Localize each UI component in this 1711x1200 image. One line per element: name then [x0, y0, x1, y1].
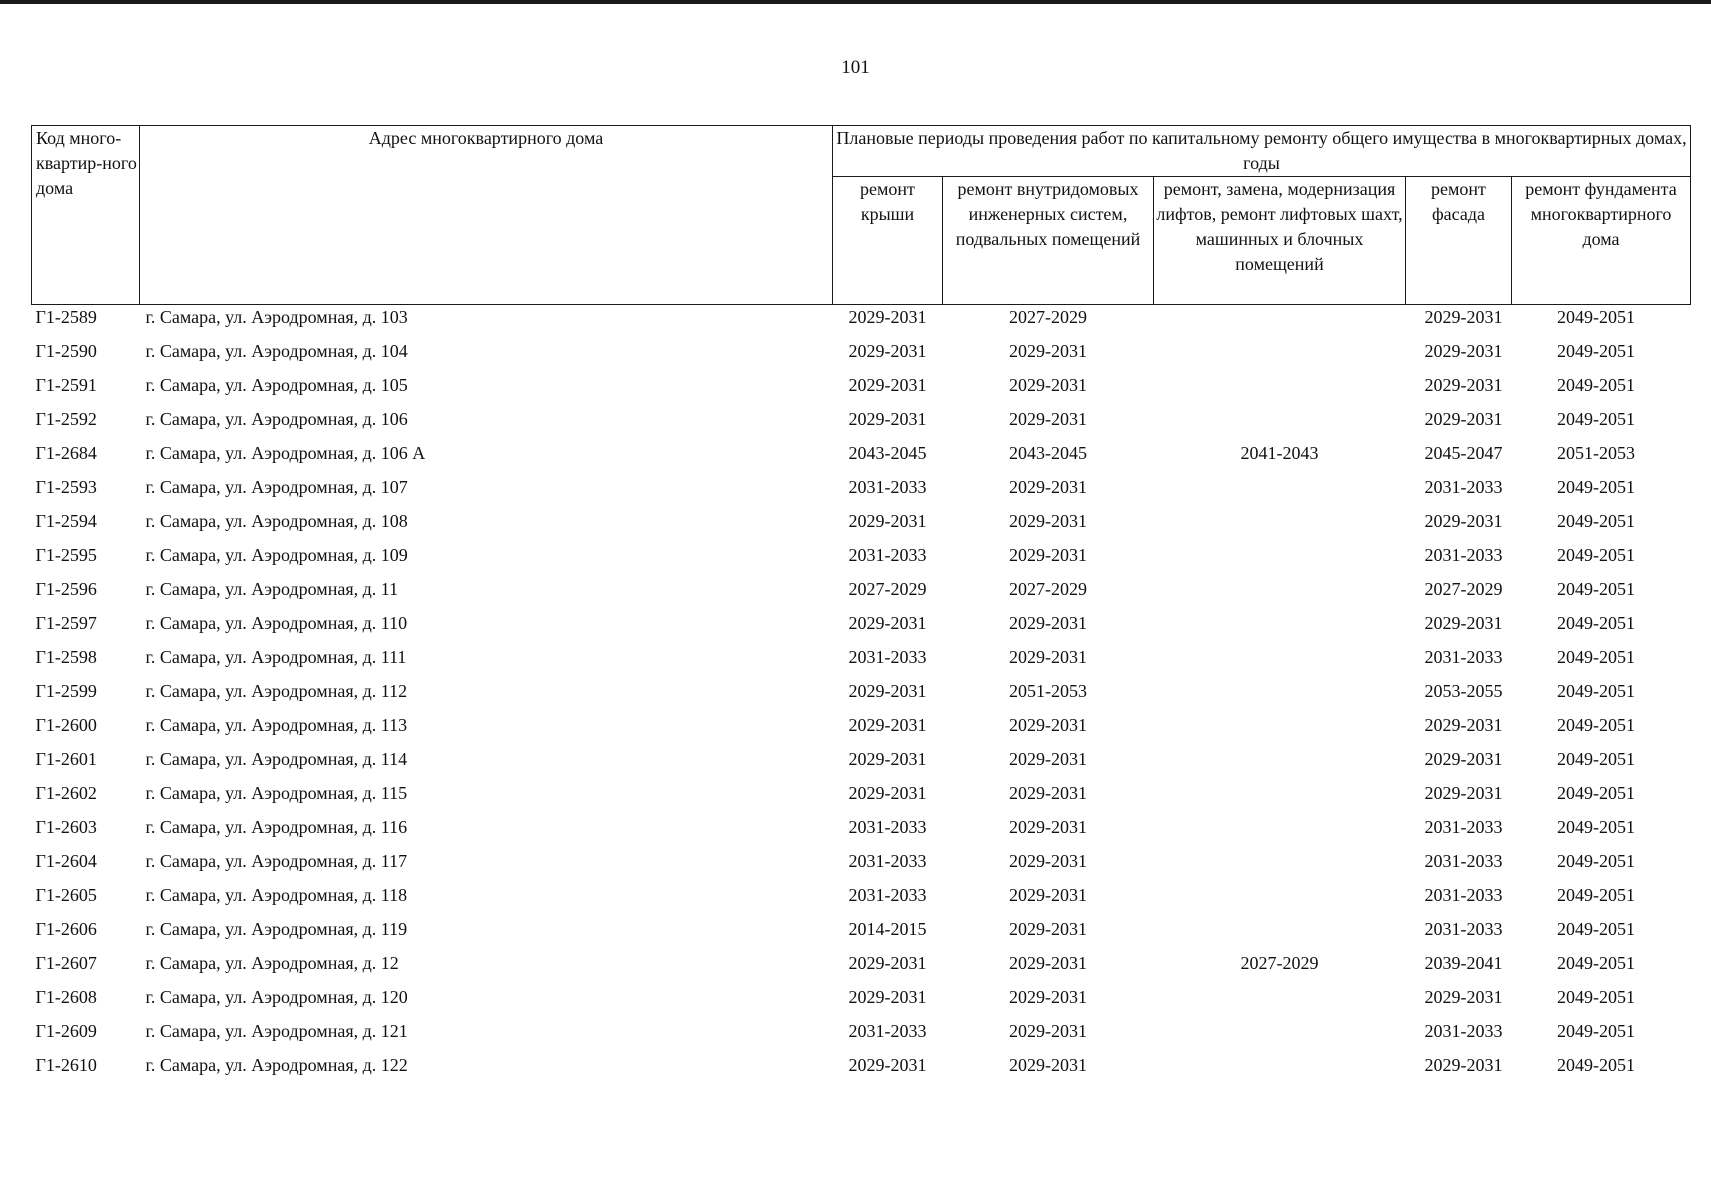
table-row: [32, 645, 1691, 679]
cell-facade: 2031-2033: [1424, 1021, 1503, 1041]
cell-foundation: 2049-2051: [1557, 885, 1635, 905]
cell-code: Г1-2610: [35, 1055, 97, 1075]
cell-code: Г1-2589: [35, 307, 97, 327]
cell-facade: 2029-2031: [1424, 341, 1503, 361]
cell-facade: 2031-2033: [1424, 817, 1503, 837]
cell-elevators: [1154, 917, 1406, 951]
cell-address: г. Самара, ул. Аэродромная, д. 111: [145, 647, 407, 667]
cell-facade: 2029-2031: [1424, 987, 1503, 1007]
cell-elevators: [1154, 713, 1406, 747]
cell-address: г. Самара, ул. Аэродромная, д. 115: [145, 783, 408, 803]
cell-foundation: 2049-2051: [1557, 919, 1635, 939]
cell-elevators: [1154, 1053, 1406, 1087]
table-row: [32, 611, 1691, 645]
header-facade: ремонт фасада: [1406, 177, 1512, 305]
cell-address: г. Самара, ул. Аэродромная, д. 107: [145, 477, 408, 497]
cell-engineering: 2029-2031: [1009, 919, 1087, 939]
cell-code: Г1-2590: [35, 341, 97, 361]
cell-elevators: [1154, 849, 1406, 883]
cell-code: Г1-2602: [35, 783, 97, 803]
cell-address: г. Самара, ул. Аэродромная, д. 109: [145, 545, 408, 565]
cell-facade: 2053-2055: [1424, 681, 1503, 701]
cell-engineering: 2029-2031: [1009, 1055, 1087, 1075]
cell-foundation: 2049-2051: [1557, 477, 1635, 497]
table-row: [32, 1053, 1691, 1087]
cell-elevators: [1154, 543, 1406, 577]
cell-engineering: 2029-2031: [1009, 783, 1087, 803]
cell-code: Г1-2609: [35, 1021, 97, 1041]
cell-elevators: [1154, 747, 1406, 781]
cell-roof: 2029-2031: [848, 307, 927, 327]
cell-engineering: 2029-2031: [1009, 511, 1087, 531]
table-row: [32, 475, 1691, 509]
cell-foundation: 2049-2051: [1557, 953, 1635, 973]
cell-foundation: 2049-2051: [1557, 579, 1635, 599]
header-elevators: ремонт, замена, модернизация лифтов, ремонт лифтовых шахт, машинных и блочных помещений: [1154, 177, 1406, 305]
cell-address: г. Самара, ул. Аэродромная, д. 104: [145, 341, 408, 361]
cell-facade: 2031-2033: [1424, 885, 1503, 905]
page-number: 101: [841, 57, 870, 78]
cell-roof: 2029-2031: [848, 1055, 927, 1075]
cell-address: г. Самара, ул. Аэродромная, д. 106: [145, 409, 408, 429]
cell-address: г. Самара, ул. Аэродромная, д. 106 А: [145, 443, 426, 463]
cell-facade: 2031-2033: [1424, 919, 1503, 939]
cell-foundation: 2049-2051: [1557, 409, 1635, 429]
cell-code: Г1-2599: [35, 681, 97, 701]
cell-roof: 2031-2033: [848, 1021, 927, 1041]
cell-code: Г1-2598: [35, 647, 97, 667]
cell-roof: 2029-2031: [848, 987, 927, 1007]
cell-address: г. Самара, ул. Аэродромная, д. 103: [145, 307, 408, 327]
cell-foundation: 2049-2051: [1557, 851, 1635, 871]
cell-address: г. Самара, ул. Аэродромная, д. 110: [145, 613, 408, 633]
cell-elevators: [1154, 781, 1406, 815]
cell-roof: 2029-2031: [848, 715, 927, 735]
cell-engineering: 2029-2031: [1009, 715, 1087, 735]
cell-address: г. Самара, ул. Аэродромная, д. 121: [145, 1021, 408, 1041]
cell-code: Г1-2607: [35, 953, 97, 973]
cell-engineering: 2029-2031: [1009, 987, 1087, 1007]
cell-code: Г1-2608: [35, 987, 97, 1007]
cell-address: г. Самара, ул. Аэродромная, д. 117: [145, 851, 408, 871]
cell-engineering: 2029-2031: [1009, 341, 1087, 361]
cell-code: Г1-2605: [35, 885, 97, 905]
cell-foundation: 2049-2051: [1557, 749, 1635, 769]
cell-foundation: 2049-2051: [1557, 307, 1635, 327]
table-row: [32, 441, 1691, 475]
cell-foundation: 2049-2051: [1557, 1055, 1635, 1075]
cell-foundation: 2049-2051: [1557, 681, 1635, 701]
cell-code: Г1-2606: [35, 919, 97, 939]
header-engineering: ремонт внутридомовых инженерных систем, подвальных помещений: [943, 177, 1154, 305]
cell-address: г. Самара, ул. Аэродромная, д. 12: [145, 953, 399, 973]
table-row: [32, 815, 1691, 849]
header-roof: ремонт крыши: [833, 177, 943, 305]
cell-code: Г1-2593: [35, 477, 97, 497]
table-row: [32, 509, 1691, 543]
cell-engineering: 2029-2031: [1009, 885, 1087, 905]
cell-foundation: 2049-2051: [1557, 545, 1635, 565]
header-code: Код много-квартир-ного дома: [32, 126, 140, 305]
cell-foundation: 2049-2051: [1557, 647, 1635, 667]
table-row: [32, 339, 1691, 373]
cell-elevators: [1154, 305, 1406, 340]
cell-facade: 2039-2041: [1424, 953, 1503, 973]
cell-facade: 2029-2031: [1424, 375, 1503, 395]
cell-facade: 2029-2031: [1424, 783, 1503, 803]
cell-engineering: 2029-2031: [1009, 545, 1087, 565]
cell-roof: 2029-2031: [848, 511, 927, 531]
cell-elevators: 2027-2029: [1240, 953, 1319, 973]
cell-engineering: 2029-2031: [1009, 613, 1087, 633]
cell-facade: 2031-2033: [1424, 851, 1503, 871]
cell-foundation: 2051-2053: [1557, 443, 1635, 463]
scan-top-border: [0, 0, 1711, 4]
cell-roof: 2029-2031: [848, 613, 927, 633]
cell-code: Г1-2597: [35, 613, 97, 633]
table-row: [32, 407, 1691, 441]
cell-foundation: 2049-2051: [1557, 715, 1635, 735]
cell-address: г. Самара, ул. Аэродромная, д. 112: [145, 681, 408, 701]
cell-facade: 2029-2031: [1424, 749, 1503, 769]
table-header: [32, 126, 1691, 305]
cell-engineering: 2029-2031: [1009, 647, 1087, 667]
cell-address: г. Самара, ул. Аэродромная, д. 122: [145, 1055, 408, 1075]
cell-engineering: 2027-2029: [1009, 579, 1087, 599]
cell-address: г. Самара, ул. Аэродромная, д. 105: [145, 375, 408, 395]
cell-engineering: 2027-2029: [1009, 307, 1087, 327]
cell-roof: 2029-2031: [848, 953, 927, 973]
table-row: [32, 951, 1691, 985]
cell-address: г. Самара, ул. Аэродромная, д. 113: [145, 715, 408, 735]
cell-roof: 2031-2033: [848, 545, 927, 565]
cell-address: г. Самара, ул. Аэродромная, д. 120: [145, 987, 408, 1007]
cell-roof: 2031-2033: [848, 817, 927, 837]
cell-engineering: 2029-2031: [1009, 409, 1087, 429]
cell-facade: 2029-2031: [1424, 1055, 1503, 1075]
cell-roof: 2027-2029: [848, 579, 927, 599]
cell-facade: 2029-2031: [1424, 715, 1503, 735]
cell-facade: 2027-2029: [1424, 579, 1503, 599]
cell-engineering: 2029-2031: [1009, 749, 1087, 769]
cell-code: Г1-2592: [35, 409, 97, 429]
table-row: [32, 985, 1691, 1019]
cell-address: г. Самара, ул. Аэродромная, д. 114: [145, 749, 408, 769]
cell-elevators: [1154, 883, 1406, 917]
cell-facade: 2031-2033: [1424, 477, 1503, 497]
cell-foundation: 2049-2051: [1557, 613, 1635, 633]
cell-roof: 2029-2031: [848, 749, 927, 769]
cell-foundation: 2049-2051: [1557, 817, 1635, 837]
table-row: [32, 781, 1691, 815]
cell-facade: 2029-2031: [1424, 613, 1503, 633]
cell-roof: 2014-2015: [848, 919, 927, 939]
cell-code: Г1-2601: [35, 749, 97, 769]
cell-elevators: [1154, 611, 1406, 645]
cell-facade: 2029-2031: [1424, 409, 1503, 429]
cell-roof: 2031-2033: [848, 647, 927, 667]
cell-elevators: [1154, 985, 1406, 1019]
table-row: [32, 1019, 1691, 1053]
cell-code: Г1-2595: [35, 545, 97, 565]
cell-address: г. Самара, ул. Аэродромная, д. 118: [145, 885, 408, 905]
cell-engineering: 2029-2031: [1009, 1021, 1087, 1041]
cell-engineering: 2029-2031: [1009, 953, 1087, 973]
cell-elevators: [1154, 577, 1406, 611]
cell-facade: 2031-2033: [1424, 647, 1503, 667]
cell-roof: 2029-2031: [848, 783, 927, 803]
cell-roof: 2043-2045: [848, 443, 927, 463]
cell-roof: 2031-2033: [848, 477, 927, 497]
cell-code: Г1-2594: [35, 511, 97, 531]
cell-elevators: [1154, 339, 1406, 373]
header-address: Адрес многоквартирного дома: [140, 126, 833, 305]
table-row: [32, 917, 1691, 951]
cell-engineering: 2043-2045: [1009, 443, 1087, 463]
cell-roof: 2031-2033: [848, 851, 927, 871]
cell-engineering: 2051-2053: [1009, 681, 1087, 701]
cell-elevators: [1154, 1019, 1406, 1053]
cell-roof: 2031-2033: [848, 885, 927, 905]
cell-foundation: 2049-2051: [1557, 511, 1635, 531]
cell-foundation: 2049-2051: [1557, 1021, 1635, 1041]
cell-code: Г1-2604: [35, 851, 97, 871]
cell-address: г. Самара, ул. Аэродромная, д. 108: [145, 511, 408, 531]
cell-roof: 2029-2031: [848, 409, 927, 429]
cell-code: Г1-2684: [35, 443, 97, 463]
cell-address: г. Самара, ул. Аэродромная, д. 116: [145, 817, 408, 837]
cell-facade: 2031-2033: [1424, 545, 1503, 565]
cell-foundation: 2049-2051: [1557, 341, 1635, 361]
header-periods-group: Плановые периоды проведения работ по капитальному ремонту общего имущества в многоквартирных домах, годы: [833, 126, 1691, 177]
cell-code: Г1-2591: [35, 375, 97, 395]
cell-engineering: 2029-2031: [1009, 375, 1087, 395]
cell-code: Г1-2603: [35, 817, 97, 837]
cell-elevators: 2041-2043: [1240, 443, 1319, 463]
cell-foundation: 2049-2051: [1557, 987, 1635, 1007]
cell-elevators: [1154, 373, 1406, 407]
cell-elevators: [1154, 815, 1406, 849]
table-row: [32, 713, 1691, 747]
cell-foundation: 2049-2051: [1557, 375, 1635, 395]
table-row: [32, 373, 1691, 407]
table-row: [32, 543, 1691, 577]
cell-elevators: [1154, 407, 1406, 441]
cell-facade: 2029-2031: [1424, 511, 1503, 531]
table-row: [32, 849, 1691, 883]
cell-address: г. Самара, ул. Аэродромная, д. 11: [145, 579, 399, 599]
cell-code: Г1-2600: [35, 715, 97, 735]
table-row: [32, 679, 1691, 713]
cell-roof: 2029-2031: [848, 681, 927, 701]
table-body: [32, 305, 1691, 1088]
table-row: [32, 883, 1691, 917]
cell-elevators: [1154, 645, 1406, 679]
cell-engineering: 2029-2031: [1009, 851, 1087, 871]
cell-address: г. Самара, ул. Аэродромная, д. 119: [145, 919, 408, 939]
cell-engineering: 2029-2031: [1009, 817, 1087, 837]
cell-foundation: 2049-2051: [1557, 783, 1635, 803]
header-foundation: ремонт фундамента многоквартирного дома: [1512, 177, 1691, 305]
table-row: [32, 305, 1691, 340]
cell-roof: 2029-2031: [848, 341, 927, 361]
cell-roof: 2029-2031: [848, 375, 927, 395]
table-row: [32, 747, 1691, 781]
cell-engineering: 2029-2031: [1009, 477, 1087, 497]
cell-elevators: [1154, 509, 1406, 543]
table-row: [32, 577, 1691, 611]
cell-facade: 2029-2031: [1424, 307, 1503, 327]
cell-elevators: [1154, 475, 1406, 509]
cell-facade: 2045-2047: [1424, 443, 1503, 463]
cell-elevators: [1154, 679, 1406, 713]
cell-code: Г1-2596: [35, 579, 97, 599]
repair-schedule-table: [31, 125, 1691, 1087]
